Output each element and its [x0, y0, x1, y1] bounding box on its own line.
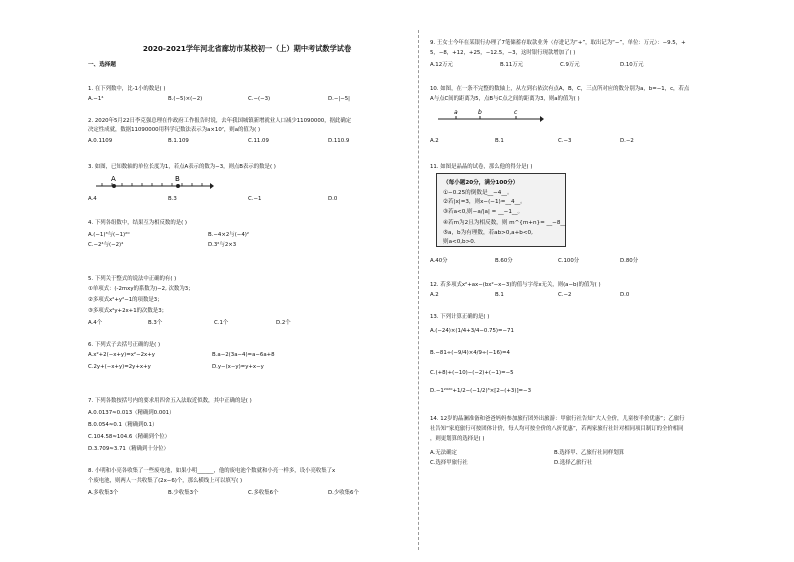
exam-page: 2020-2021学年河北省廊坊市某校初一（上）期中考试数学试卷 一、选择题 1. 在下列数中，比-1小的数是( ) A.−1⁴ B.(−5)×(−2) C.−(−3) D.−|−5| 2. 2020年5月22日李克强总理在作政府工作报告时说，去年我国城镇新增就业人口减少11090000，据此确定 决定性成就，数据11090000用科学记数法表示为a×10⁷，则a的值为( ) A.0.1109 B.1.109 C.11.09 D.110.9 3. 如图，已知数轴的单位长度为1，若点A表示的数为−3，则点B表示的数是( ) A B A.4 B.3 C.−1 D.0 4. 下列各组数中，结果互为相反数的是( ) A.(−1)³与(−1)²⁰ B.−4×2与(−4)² C.−2⁴与(−2)⁴ D.3²与2×3 5. 下列关于整式的说法中正确的有( ) ①单项式：(-2mxy的系数为)−2, 次数为3； ②多项式x²+y²−1的项数是3； ③多项式x²y+2x+1的次数是3； A.4个 B.3个 C.1个 D.2个 6. 下列式子去括号正确的是( ) A.x²+2(−x+y)=x²−2x+y B.a−2(3a−4)=a−6a+8 C.2y+(−x+y)=2y+x+y D.y−(x−y)=y+x−y 7. 下列各数按括号内的要求用四舍五入法取近似数，其中正确的是( ) A.0.0137≈0.013（精确到0.001） B.0.054≈0.1（精确到0.1） C.104.58≈104.6（精确到个位） D.3.709≈3.71（精确到十分位） 8. 小明和小亮各收集了一些废电池，如果小明______，他的废电池个数就和小亮一样多，设小亮收集了x 个废电池，则两人一共收集了(2x−6)个，那么横线上可以填写( ) A.多收集3个 B.少收集3个 C.多收集6个 D.少收集6个 9. 王女士今年在某银行办理了7笔储蓄存取款业务（存进记为“+”，取出记为“−”，单位：万元）：−9.5，+ 5，−8，+12，+25，−12.5，−3，这时银行现款增加了( ) A.12万元 B.11万元 C.9万元 D.10万元 10. 如图，在一条不完整的数轴上，从左到右依次有点A，B，C，三点所对应的数分别为a，b=−1，c，若点 A与点C间的距离为5，点B与C点之间的距离为3，则a的值为( ) a b c A.2 B.1 C.−3 D.−2 11. 如图是晶晶的试卷，那么他的得分是( ) （每小题20分，满分100分） ①−0.25的倒数是__−4__。 ②若|x|=3，则x−(−1)=__4__。 ③若a<0,则−a/|a| = __−1__。 ④若m为2且为相反数，则 m^{m+n}= __−8__ ⑤a，b为有理数，若ab>0,a+b<0, 则a<0,b>0. A.40分 B.60分 C.100分 D.80分 12. 若多项式x²+ax−(bx²−x−3)的值与字母x无关，则(a−b)的值为( ) A.2 B.1 C.−2 D.0 13. 下列计算正确的是( ) A.(−24)×(1/4+3/4−0.75)=−71 B.−81÷(−9/4)×4/9÷(−16)=4 C.(+8)+(−10)−(−2)+(−1)=−5 D.−1²⁰²⁰+1/2−(−1/2)³×[2−(+3)]=−3 14. 12岁的晶澜准备和爸爸妈妈参加旅行团外出旅游：甲旅行社告知“大人全价，儿童按半价优惠”；乙旅行 社告知“家庭旅行可按团体计价，每人均可按全价的八折优惠”，若两家旅行社针对相同项目制订的全价相同 ，则更划算的选择是( ) A.无法确定 B.选择甲、乙旅行社同样划算 C.选择甲旅行社 D.选择乙旅行社: [0, 0, 794, 562]
point-b-label: B: [175, 175, 180, 183]
page-title: 2020-2021学年河北省廊坊市某校初一（上）期中考试数学试卷: [142, 44, 352, 53]
svg-text:a: a: [454, 109, 458, 116]
point-a-label: A: [111, 175, 116, 183]
section-heading: 一、选择题: [88, 62, 116, 68]
svg-text:c: c: [514, 109, 518, 116]
number-line-figure-10: [436, 106, 546, 128]
svg-text:b: b: [478, 109, 482, 116]
number-line-figure: [94, 172, 214, 192]
column-divider: [418, 30, 419, 550]
test-paper-image: （每小题20分，满分100分） ①−0.25的倒数是__−4__。 ②若|x|=3，则x−(−1)=__4__。 ③若a<0,则−a/|a| = __−1__。 ④若m为2且为相反数，则 m^{m+n}= __−8__ ⑤a，b为有理数，若ab>0,a+b<0, 则a<0,b>0.: [436, 173, 566, 247]
